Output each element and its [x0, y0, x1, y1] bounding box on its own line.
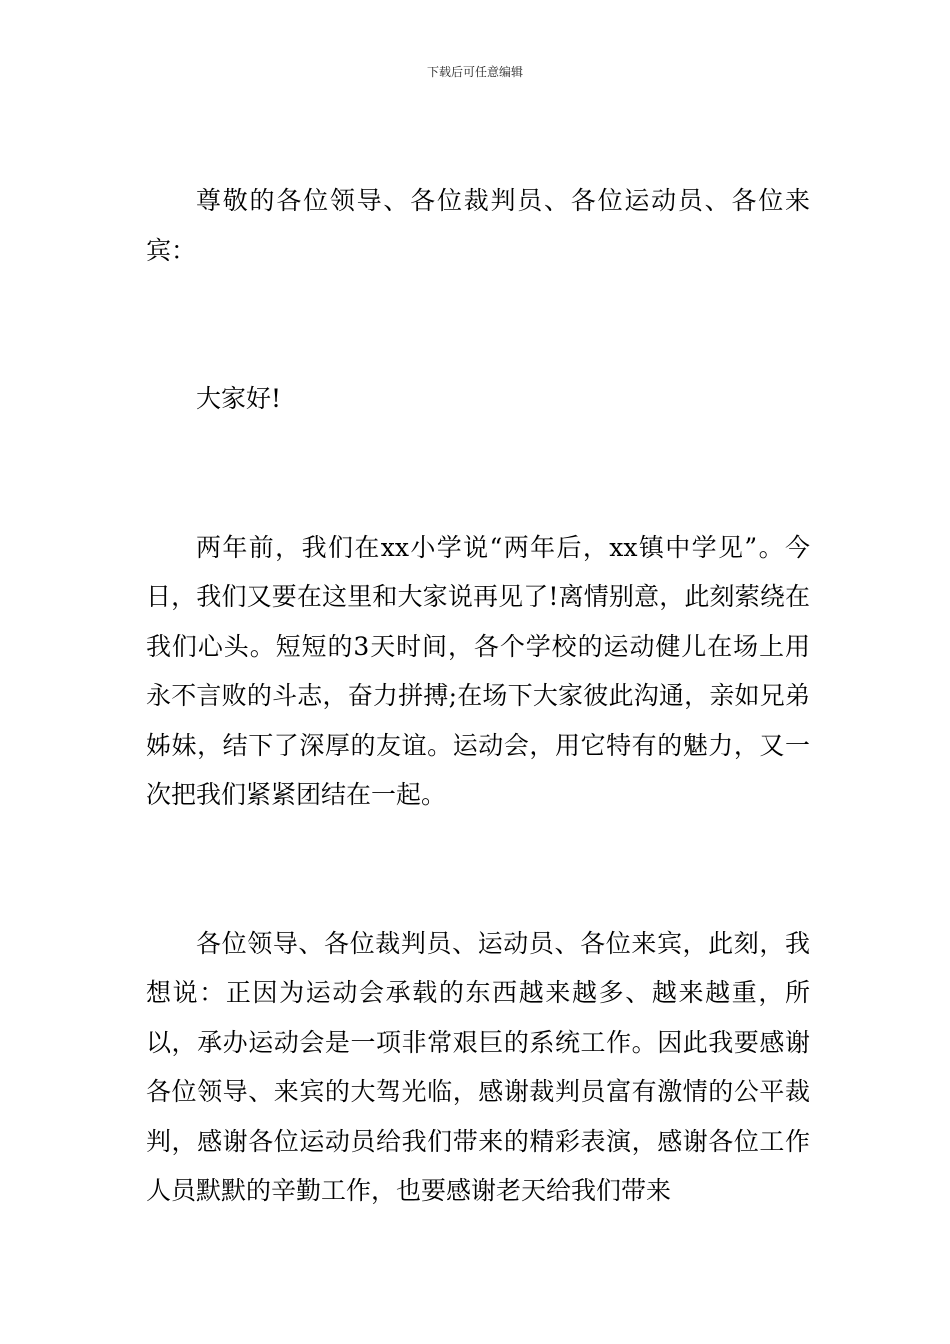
- greeting-paragraph: 大家好!: [196, 384, 282, 413]
- salutation-paragraph: 尊敬的各位领导、各位裁判员、各位运动员、各位来宾：: [146, 186, 810, 265]
- document-body: [146, 176, 810, 1216]
- page-header-note: 下载后可任意编辑: [426, 65, 523, 79]
- body-paragraph-2: 各位领导、各位裁判员、运动员、各位来宾，此刻，我想说：正因为运动会承载的东西越来越多、越来越重，所以，承办运动会是一项非常艰巨的系统工作。因此我要感谢各位领导、来宾的大驾光临，感谢裁判员富有激情的公平裁判，感谢各位运动员给我们带来的精彩表演，感谢各位工作人员默默的辛勤工作，也要感谢老天给我们带来: [146, 928, 810, 1205]
- body-paragraph-1: 两年前，我们在xx小学说“两年后，xx镇中学见”。今日，我们又要在这里和大家说再见了!离情别意，此刻萦绕在我们心头。短短的3天时间，各个学校的运动健儿在场上用永不言败的斗志，奋力拼搏;在场下大家彼此沟通，亲如兄弟姊妹，结下了深厚的友谊。运动会，用它特有的魅力，又一次把我们紧紧团结在一起。: [146, 532, 810, 809]
